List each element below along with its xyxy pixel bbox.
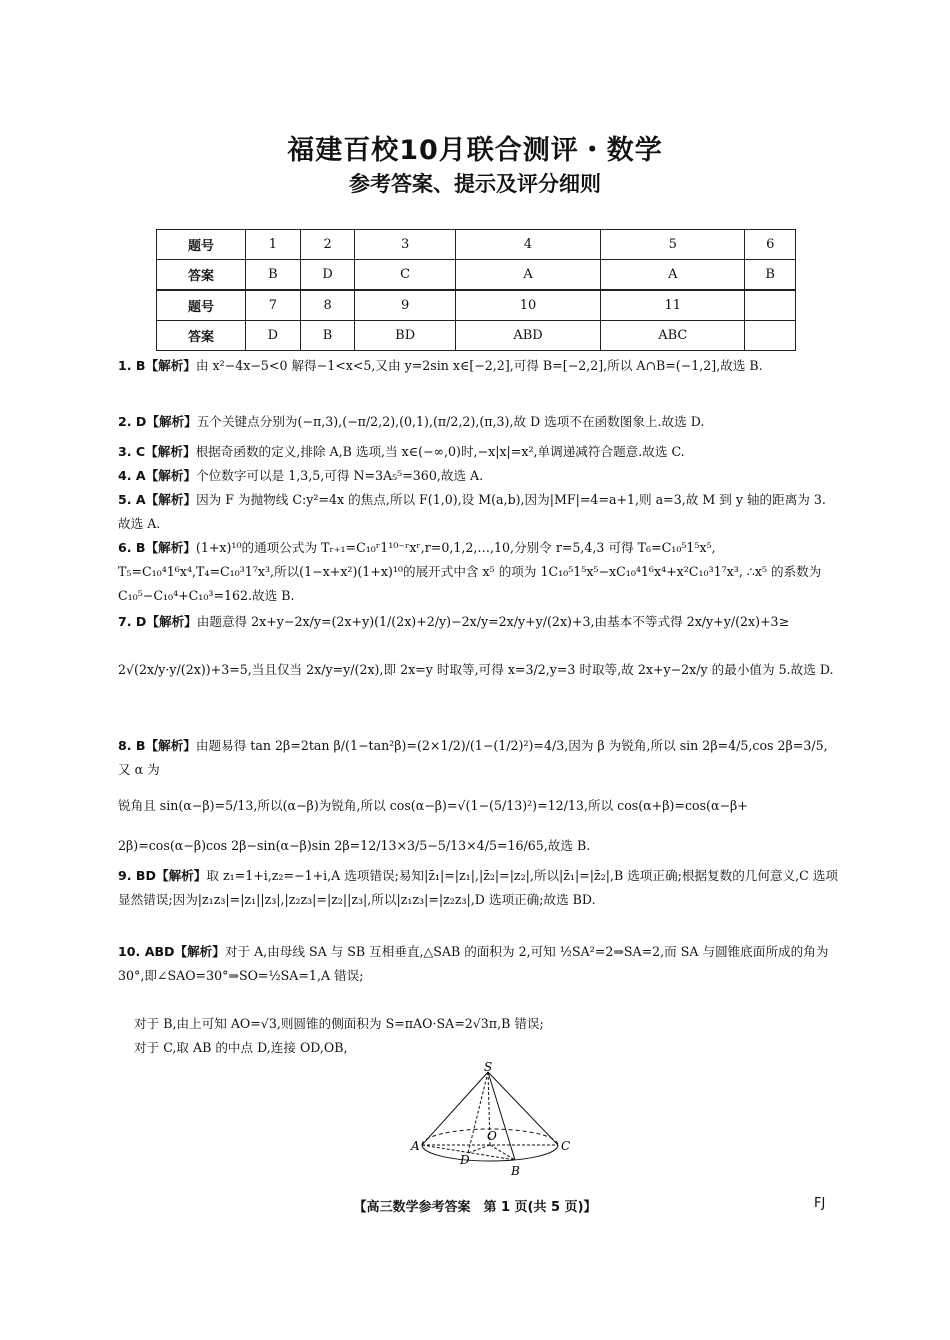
solution-4 [118,464,838,488]
table-row [157,260,796,291]
solution-head: 3. C【解析】 [118,444,196,459]
label-A: A [411,1139,420,1153]
solution-9 [118,864,838,912]
solution-head: 10. ABD【解析】 [118,944,225,959]
header-cell: 题号 [157,230,246,260]
solution-text: 对于 A,由母线 SA 与 SB 互相垂直,△SAB 的面积为 2,可知 ½SA²=2⇒SA=2,而 SA 与圆锥底面所成的角为 30°,即∠SAO=30°⇒SO=½SA=1,A 错误; [118,944,829,983]
label-S: S [484,1062,493,1074]
solution-head: 5. A【解析】 [118,492,197,507]
table-cell: 8 [300,290,355,321]
solution-text: 因为 F 为抛物线 C:y²=4x 的焦点,所以 F(1,0),设 M(a,b),因为|MF|=4=a+1,则 a=3,故 M 到 y 轴的距离为 3.故选 A. [118,492,826,531]
answer-table [156,229,796,351]
page-title: 福建百校10月联合测评・数学 [287,135,663,166]
solution-text: 由 x²−4x−5<0 解得−1<x<5,又由 y=2sin x∈[−2,2],可得 B=[−2,2],所以 A∩B=(−1,2],故选 B. [195,358,763,373]
table-row [157,321,796,351]
solution-1 [118,354,838,378]
table-row [157,230,796,260]
table-cell: A [601,260,745,291]
solution-text: 2√(2x/y·y/(2x))+3=5,当且仅当 2x/y=y/(2x),即 2x=y 时取等,可得 x=3/2,y=3 时取等,故 2x+y−2x/y 的最小值为 5.故选 D. [118,662,834,677]
solution-text: 2β)=cos(α−β)cos 2β−sin(α−β)sin 2β=12/13×3/5−5/13×4/5=16/65,故选 B. [118,838,591,853]
segment-SD [468,1072,488,1153]
table-cell: 1 [246,230,301,260]
table-cell: B [745,260,796,291]
solution-head: 9. BD【解析】 [118,868,207,883]
solution-7 [118,610,838,634]
solution-head: 8. B【解析】 [118,738,196,753]
solution-8 [118,734,838,782]
label-C: C [561,1139,571,1153]
solution-text: (1+x)¹⁰的通项公式为 Tᵣ₊₁=C₁₀ʳ1¹⁰⁻ʳxʳ,r=0,1,2,…,10,分别令 r=5,4,3 可得 T₆=C₁₀⁵1⁵x⁵, T₅=C₁₀⁴1⁶x⁴,T₄=C₁₀³1⁷x³,所以(1−x+x²)(1+x)¹⁰的展开式中含 x⁵ 的项为 1C₁₀⁵1⁵x⁵−xC₁₀⁴1⁶x⁴+x²C₁₀³1⁷x³, ∴x⁵ 的系数为 C₁₀⁵−C₁₀⁴+C₁₀³=162.故选 B. [118,540,822,603]
table-cell: B [300,321,355,351]
footer-code: FJ [814,1196,826,1211]
table-cell: 2 [300,230,355,260]
solution-6 [118,536,838,608]
solution-text: 个位数字可以是 1,3,5,可得 N=3A₅⁵=360,故选 A. [196,468,484,483]
solution-5 [118,488,838,536]
solution-text: 根据奇函数的定义,排除 A,B 选项,当 x∈(−∞,0)时,−x|x|=x²,单调递减符合题意.故选 C. [195,444,685,459]
solution-3 [118,440,838,464]
table-cell: C [355,260,455,291]
solution-text: 对于 C,取 AB 的中点 D,连接 OD,OB, [134,1040,348,1055]
segment-OD [468,1145,490,1153]
table-row [157,290,796,321]
table-cell: 11 [601,290,745,321]
label-D: D [460,1153,470,1167]
header-cell: 答案 [157,321,246,351]
table-cell [745,321,796,351]
solution-8-cont2 [118,834,838,858]
label-O: O [487,1129,497,1143]
table-cell: 7 [246,290,301,321]
solution-2 [118,410,838,434]
generator-SC [488,1072,558,1145]
solution-head: 2. D【解析】 [118,414,197,429]
generator-SA [422,1072,488,1145]
solution-head: 1. B【解析】 [118,358,196,373]
solution-8-cont [118,794,838,818]
header-cell: 答案 [157,260,246,291]
table-cell: ABC [601,321,745,351]
solution-10 [118,940,838,988]
solution-head: 4. A【解析】 [118,468,197,483]
solution-text: 锐角且 sin(α−β)=5/13,所以(α−β)为锐角,所以 cos(α−β)=√(1−(5/13)²)=12/13,所以 cos(α+β)=cos(α−β+ [118,798,748,813]
table-cell: D [300,260,355,291]
solution-text: 取 z₁=1+i,z₂=−1+i,A 选项错误;易知|z̄₁|=|z₁|,|z̄₂|=|z₂|,所以|z̄₁|=|z̄₂|,B 选项正确;根据复数的几何意义,C 选项显然错误;因为|z₁z₃|=|z₁||z₃|,|z₂z₃|=|z₂||z₃|,所以|z₁z₃|=|z₂z₃|,D 选项正确;故选 BD. [118,868,838,907]
solution-10-c [118,1036,838,1060]
table-cell: 4 [455,230,600,260]
table-cell: D [246,321,301,351]
cone-figure [400,1062,580,1180]
table-cell: 9 [355,290,455,321]
solution-text: 对于 B,由上可知 AO=√3,则圆锥的侧面积为 S=πAO·SA=2√3π,B 错误; [134,1016,544,1031]
page-footer: 【高三数学参考答案 第 1 页(共 5 页)】 [353,1200,597,1215]
base-front-arc [422,1145,558,1161]
table-cell: 10 [455,290,600,321]
solution-text: 由题意得 2x+y−2x/y=(2x+y)(1/(2x)+2/y)−2x/y=2x/y+y/(2x)+3,由基本不等式得 2x/y+y/(2x)+3≥ [196,614,790,629]
table-cell: 3 [355,230,455,260]
table-cell [745,290,796,321]
table-cell: ABD [455,321,600,351]
table-cell: A [455,260,600,291]
solution-10-b [118,1012,838,1036]
solution-head: 6. B【解析】 [118,540,196,555]
table-cell: B [246,260,301,291]
header-cell: 题号 [157,290,246,321]
solution-text: 由题易得 tan 2β=2tan β/(1−tan²β)=(2×1/2)/(1−(1/2)²)=4/3,因为 β 为锐角,所以 sin 2β=4/5,cos 2β=3/5,又 α 为 [118,738,828,777]
table-cell: BD [355,321,455,351]
label-B: B [511,1164,520,1178]
table-cell: 6 [745,230,796,260]
solution-text: 五个关键点分别为(−π,3),(−π/2,2),(0,1),(π/2,2),(π,3),故 D 选项不在函数图象上.故选 D. [196,414,705,429]
solution-head: 7. D【解析】 [118,614,197,629]
solution-7-cont [118,658,838,682]
table-cell: 5 [601,230,745,260]
page-subtitle: 参考答案、提示及评分细则 [349,172,601,196]
